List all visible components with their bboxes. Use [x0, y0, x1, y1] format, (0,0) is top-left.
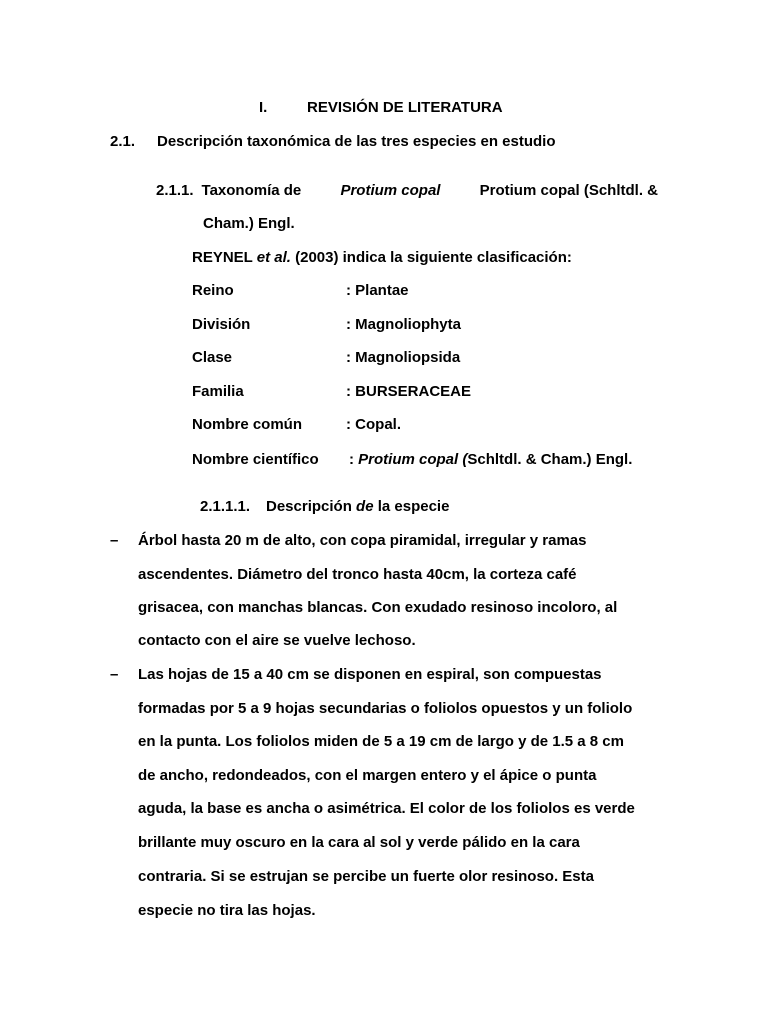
- classification-label: Reino: [192, 282, 234, 299]
- section-number: 2.1.: [110, 133, 136, 150]
- subsection-title-line2: Cham.) Engl.: [203, 215, 295, 232]
- classification-label: Nombre común: [192, 416, 303, 433]
- scientific-name-italic: Protium copal (: [358, 451, 468, 468]
- subsection-heading: [156, 182, 658, 199]
- chapter-title: REVISIÓN DE LITERATURA: [307, 99, 503, 116]
- classification-value: : Magnoliopsida: [346, 349, 461, 366]
- bullet-marker: –: [110, 666, 119, 683]
- bullet-line: contraria. Si se estrujan se percibe un fuerte olor resinoso. Esta: [138, 868, 594, 885]
- bullet-line: Las hojas de 15 a 40 cm se disponen en espiral, son compuestas: [138, 666, 602, 683]
- classification-value: : BURSERACEAE: [346, 383, 472, 400]
- bullet-marker: –: [110, 532, 119, 549]
- bullet-line: Árbol hasta 20 m de alto, con copa piramidal, irregular y ramas: [138, 532, 587, 549]
- subsubsection-italic: de: [356, 498, 374, 515]
- chapter-number: I.: [259, 99, 268, 116]
- section-heading: [110, 133, 556, 150]
- bullet-line: grisacea, con manchas blancas. Con exudado resinoso incoloro, al: [138, 599, 618, 616]
- classification-label: Clase: [192, 349, 233, 366]
- subsubsection-heading: [200, 498, 450, 515]
- citation-rest: (2003) indica la siguiente clasificación:: [290, 249, 572, 266]
- subsubsection-number: 2.1.1.1.: [200, 498, 251, 515]
- scientific-name-prefix: :: [349, 451, 359, 468]
- subsection-title-pre: Taxonomía de: [201, 182, 302, 199]
- classification-label: División: [192, 316, 251, 333]
- scientific-name-rest: Schltdl. & Cham.) Engl.: [467, 451, 633, 468]
- scientific-name-label: Nombre científico: [192, 451, 319, 468]
- bullet-line: contacto con el aire se vuelve lechoso.: [138, 632, 416, 649]
- subsection-title-post: Protium copal (Schltdl. &: [479, 182, 658, 199]
- citation-line: [192, 249, 572, 266]
- bullet-line: brillante muy oscuro en la cara al sol y verde pálido en la cara: [138, 834, 580, 851]
- classification-value: : Copal.: [346, 416, 401, 433]
- scientific-name-value: [349, 451, 632, 468]
- bullet-line: de ancho, redondeados, con el margen entero y el ápice o punta: [138, 767, 597, 784]
- citation-author: REYNEL: [192, 249, 257, 266]
- classification-value: : Plantae: [346, 282, 409, 299]
- classification-label: Familia: [192, 383, 244, 400]
- subsubsection-pre: Descripción: [266, 498, 357, 515]
- bullet-line: aguda, la base es ancha o asimétrica. El color de los foliolos es verde: [138, 800, 635, 817]
- section-title: Descripción taxonómica de las tres especies en estudio: [157, 133, 556, 150]
- classification-value: : Magnoliophyta: [346, 316, 461, 333]
- subsection-number: 2.1.1.: [156, 182, 194, 199]
- bullet-line: ascendentes. Diámetro del tronco hasta 40cm, la corteza café: [138, 566, 577, 583]
- subsection-title-italic: Protium copal: [340, 182, 441, 199]
- citation-etal: et al.: [256, 249, 291, 266]
- subsubsection-post: la especie: [373, 498, 450, 515]
- bullet-line: en la punta. Los foliolos miden de 5 a 19 cm de largo y de 1.5 a 8 cm: [138, 733, 624, 750]
- chapter-heading: [259, 99, 503, 116]
- bullet-line: especie no tira las hojas.: [138, 902, 316, 919]
- bullet-line: formadas por 5 a 9 hojas secundarias o foliolos opuestos y un foliolo: [138, 700, 633, 717]
